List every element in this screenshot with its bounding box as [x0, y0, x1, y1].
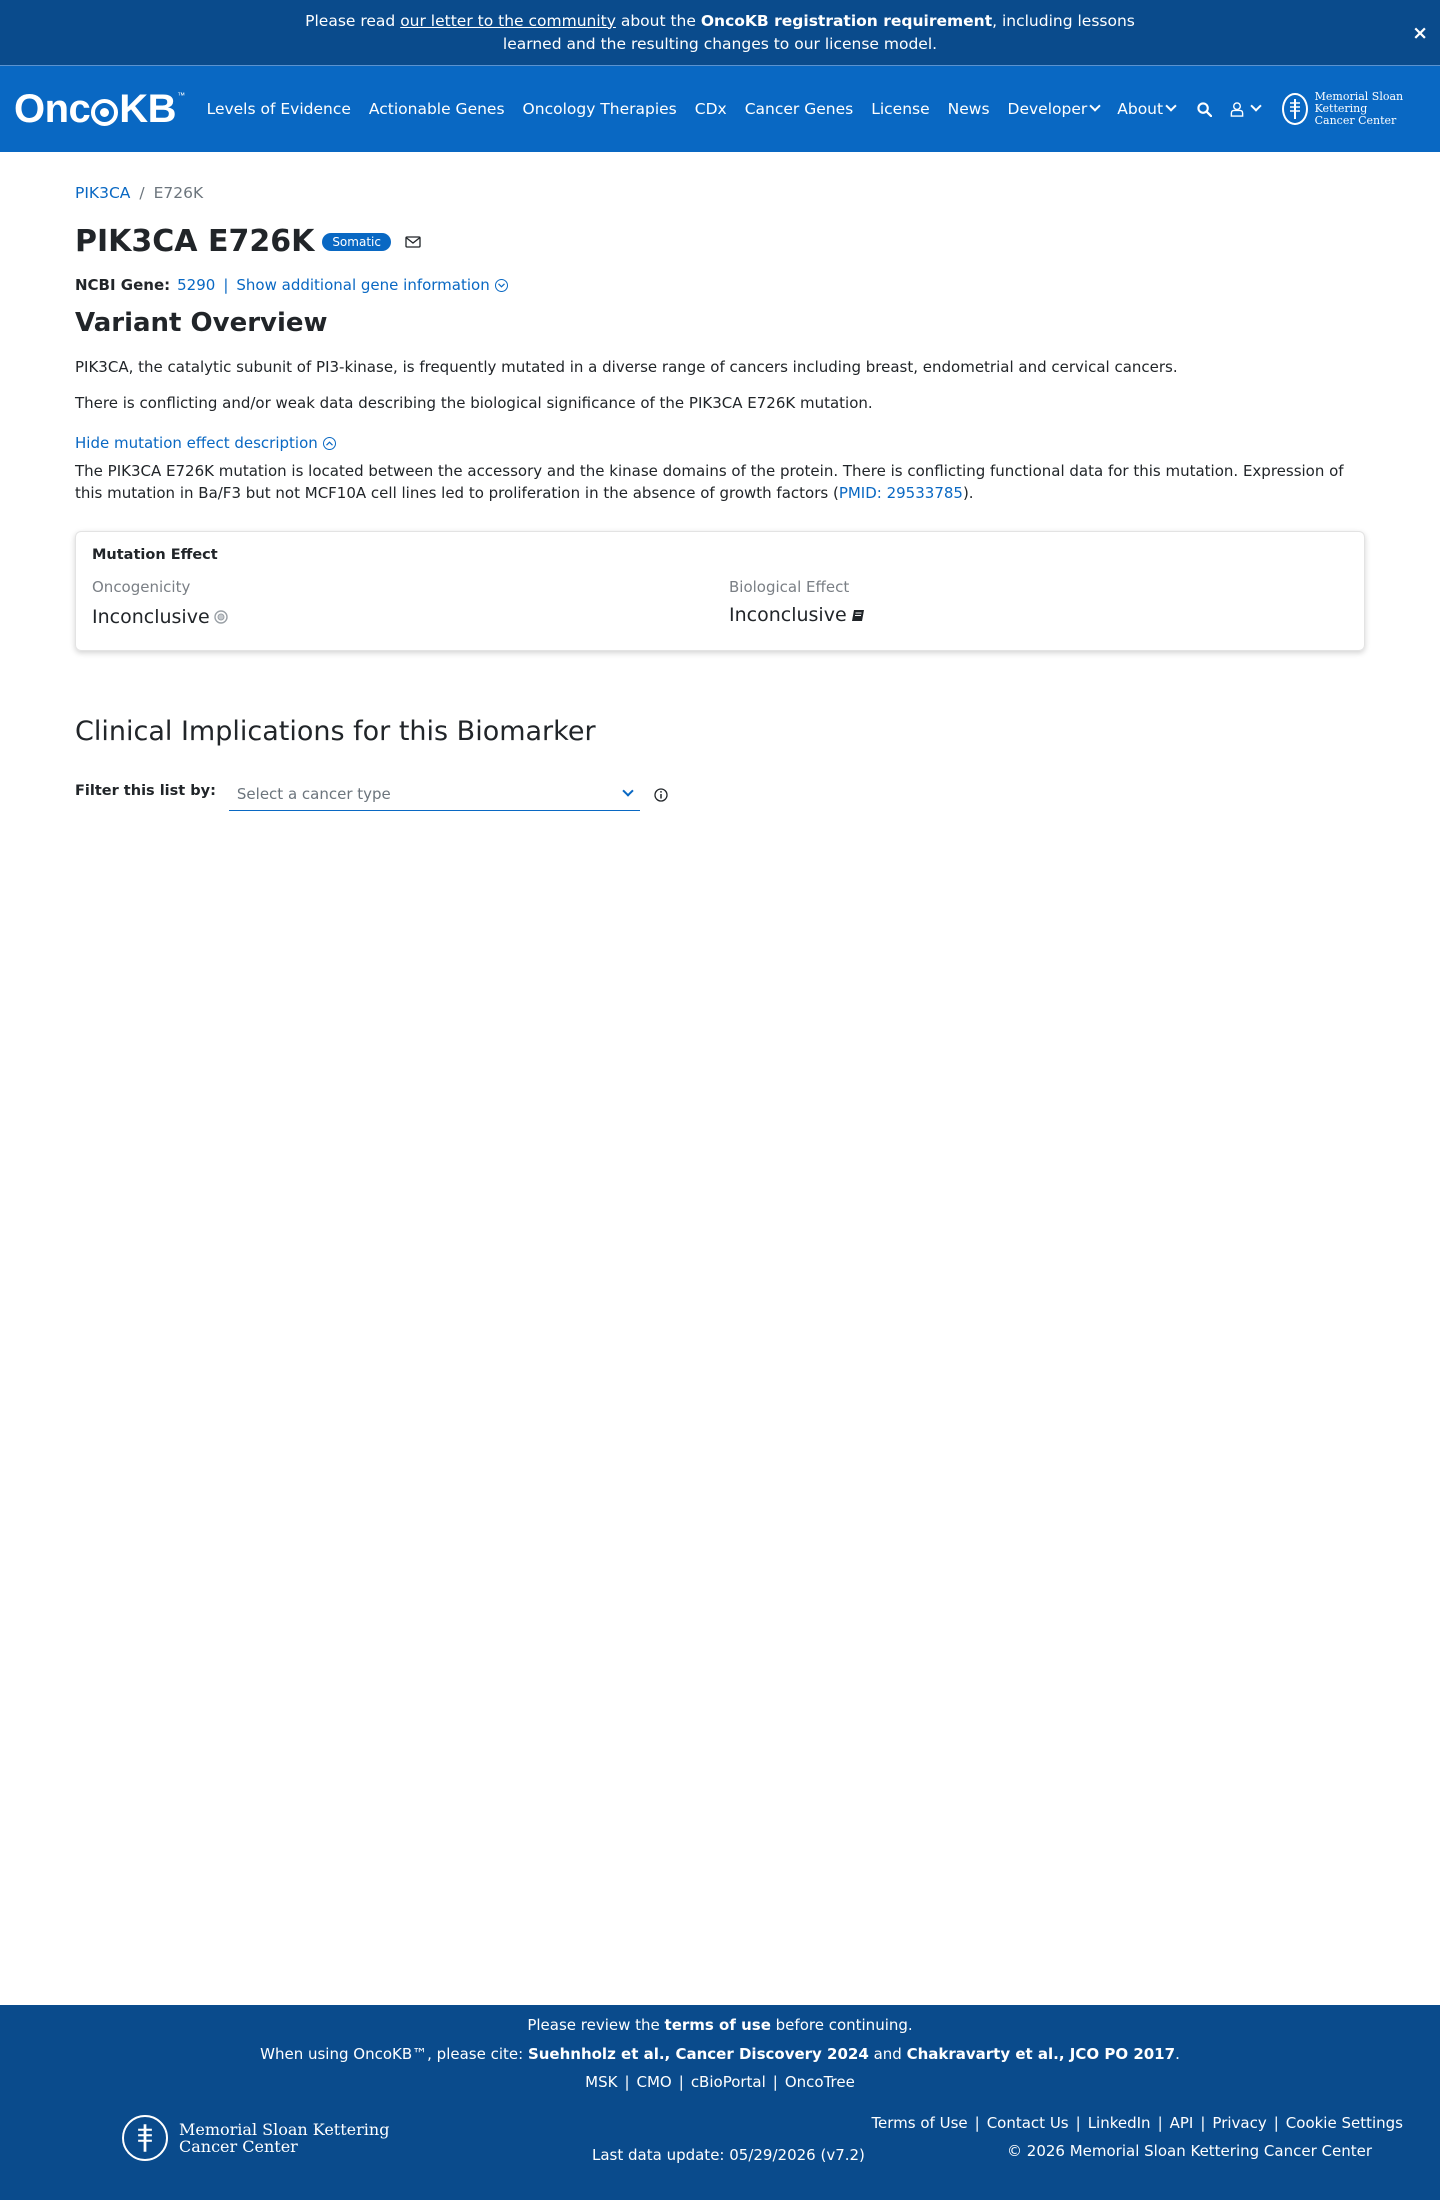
- chevron-down-icon: [1165, 100, 1176, 111]
- footer-link-terms[interactable]: Terms of Use: [871, 2114, 968, 2132]
- footer: [0, 2005, 1440, 2200]
- page-title: PIK3CA E726K: [75, 224, 315, 259]
- main-content: [0, 184, 1440, 811]
- nav-icons: [1197, 102, 1278, 117]
- user-icon: [1230, 102, 1244, 117]
- footer-partner-links: MSK | CMO | cBioPortal | OncoTree: [585, 2073, 855, 2091]
- last-data-update: Last data update: 05/29/2026 (v7.2): [592, 2146, 865, 2164]
- somatic-badge: Somatic: [322, 233, 391, 251]
- footer-link-cmo[interactable]: CMO: [636, 2073, 672, 2091]
- search-icon[interactable]: [1197, 102, 1212, 117]
- chevron-down-circle-icon: [495, 279, 508, 292]
- mail-icon[interactable]: [405, 236, 421, 248]
- biological-effect-section: Biological Effect Inconclusive: [729, 578, 865, 626]
- nav-cancer-genes[interactable]: Cancer Genes: [744, 100, 854, 118]
- chevron-up-circle-icon: [323, 437, 336, 450]
- footer-link-cbioportal[interactable]: cBioPortal: [690, 2073, 766, 2091]
- msk-emblem-icon: [1282, 93, 1308, 125]
- terms-of-use-link[interactable]: terms of use: [664, 2016, 771, 2034]
- mutation-effect-card: [75, 531, 1365, 651]
- close-banner-button[interactable]: ×: [1412, 22, 1428, 44]
- show-gene-info-link[interactable]: Show additional gene information: [236, 276, 507, 294]
- info-icon[interactable]: [654, 788, 668, 802]
- variant-summary: There is conflicting and/or weak data describing the biological significance of the PIK3CA E726K mutation.: [75, 394, 873, 412]
- nav-levels-of-evidence[interactable]: Levels of Evidence: [206, 100, 351, 118]
- ncbi-gene-row: NCBI Gene: 5290 | Show additional gene information: [75, 276, 1365, 294]
- chevron-down-icon: [1250, 100, 1261, 111]
- variant-overview-heading: Variant Overview: [75, 308, 328, 338]
- community-letter-link[interactable]: our letter to the community: [400, 11, 616, 30]
- nav-cdx[interactable]: CDx: [694, 100, 727, 118]
- biological-effect-value: Inconclusive: [729, 604, 847, 626]
- chevron-down-icon: [622, 785, 633, 796]
- msk-logo[interactable]: Memorial Sloan Kettering Cancer Center: [1282, 91, 1426, 127]
- cancer-type-select[interactable]: [229, 777, 640, 811]
- nav-license[interactable]: License: [871, 100, 930, 118]
- book-icon[interactable]: [851, 609, 865, 622]
- footer-link-msk[interactable]: MSK: [585, 2073, 618, 2091]
- nav-about-dropdown[interactable]: About: [1117, 100, 1175, 118]
- inconclusive-oncogenicity-icon: [214, 610, 228, 624]
- chevron-down-icon: [1090, 100, 1101, 111]
- nav-links: [207, 100, 1194, 118]
- pmid-link[interactable]: PMID: 29533785: [838, 484, 963, 502]
- breadcrumb-current: E726K: [153, 184, 204, 202]
- footer-link-oncotree[interactable]: OncoTree: [784, 2073, 855, 2091]
- footer-link-linkedin[interactable]: LinkedIn: [1087, 2114, 1151, 2132]
- hide-mutation-effect-toggle[interactable]: Hide mutation effect description: [75, 434, 1365, 452]
- cancer-type-filter-row: Filter this list by: Select a cancer type: [75, 777, 1365, 811]
- footer-link-contact[interactable]: Contact Us: [986, 2114, 1069, 2132]
- breadcrumb: PIK3CA / E726K: [75, 184, 204, 202]
- clinical-implications-heading: Clinical Implications for this Biomarker: [75, 716, 596, 747]
- nav-actionable-genes[interactable]: Actionable Genes: [368, 100, 505, 118]
- mutation-effect-description: The PIK3CA E726K mutation is located between the accessory and the kinase domains of the protein. There is conflicting functional data for this mutation. Expression of this mutation in Ba/F3 but not MCF10A cell lines led to proliferation in the absence of growth factors (PMID: 29533785).: [75, 462, 1344, 502]
- announcement-banner: [0, 0, 1440, 65]
- main-navbar: [0, 65, 1440, 152]
- gene-summary: PIK3CA, the catalytic subunit of PI3-kinase, is frequently mutated in a diverse range of cancers including breast, endometrial and cervical cancers.: [75, 358, 1178, 376]
- oncokb-logo[interactable]: Onc KB ™: [14, 86, 185, 131]
- footer-link-api[interactable]: API: [1169, 2114, 1194, 2132]
- citation-link-2[interactable]: Chakravarty et al., JCO PO 2017: [906, 2045, 1176, 2063]
- citation-notice: When using OncoKB™, please cite: Suehnholz et al., Cancer Discovery 2024 and Chakravarty et al., JCO PO 2017.: [260, 2045, 1180, 2063]
- oncogenicity-section: Oncogenicity Inconclusive: [92, 578, 228, 628]
- cancer-type-placeholder: Select a cancer type: [236, 784, 391, 803]
- footer-link-cookie-settings[interactable]: Cookie Settings: [1285, 2114, 1403, 2132]
- nav-news[interactable]: News: [947, 100, 990, 118]
- footer-legal-links: Terms of Use | Contact Us | LinkedIn | API | Privacy | Cookie Settings: [871, 2114, 1403, 2132]
- footer-link-privacy[interactable]: Privacy: [1212, 2114, 1267, 2132]
- copyright: © 2026 Memorial Sloan Kettering Cancer Center: [1007, 2142, 1372, 2160]
- nav-oncology-therapies[interactable]: Oncology Therapies: [522, 100, 677, 118]
- nav-developer-dropdown[interactable]: Developer: [1008, 100, 1100, 118]
- mutation-effect-title: Mutation Effect: [92, 547, 218, 563]
- footer-msk-logo[interactable]: Memorial Sloan Kettering Cancer Center: [122, 2115, 389, 2161]
- ncbi-gene-link[interactable]: 5290: [177, 276, 216, 294]
- citation-link-1[interactable]: Suehnholz et al., Cancer Discovery 2024: [527, 2045, 869, 2063]
- oncogenicity-value: Inconclusive: [92, 606, 210, 628]
- announcement-message: Please read our letter to the community about the OncoKB registration requirement, including lessons learned and the resulting changes to our license model.: [305, 11, 1135, 53]
- logo-o-icon: [91, 99, 118, 126]
- user-menu-button[interactable]: [1230, 102, 1260, 117]
- terms-notice: Please review the terms of use before continuing.: [527, 2016, 913, 2034]
- breadcrumb-gene-link[interactable]: PIK3CA: [75, 184, 131, 202]
- title-row: [75, 224, 1365, 259]
- msk-emblem-icon: [122, 2115, 168, 2161]
